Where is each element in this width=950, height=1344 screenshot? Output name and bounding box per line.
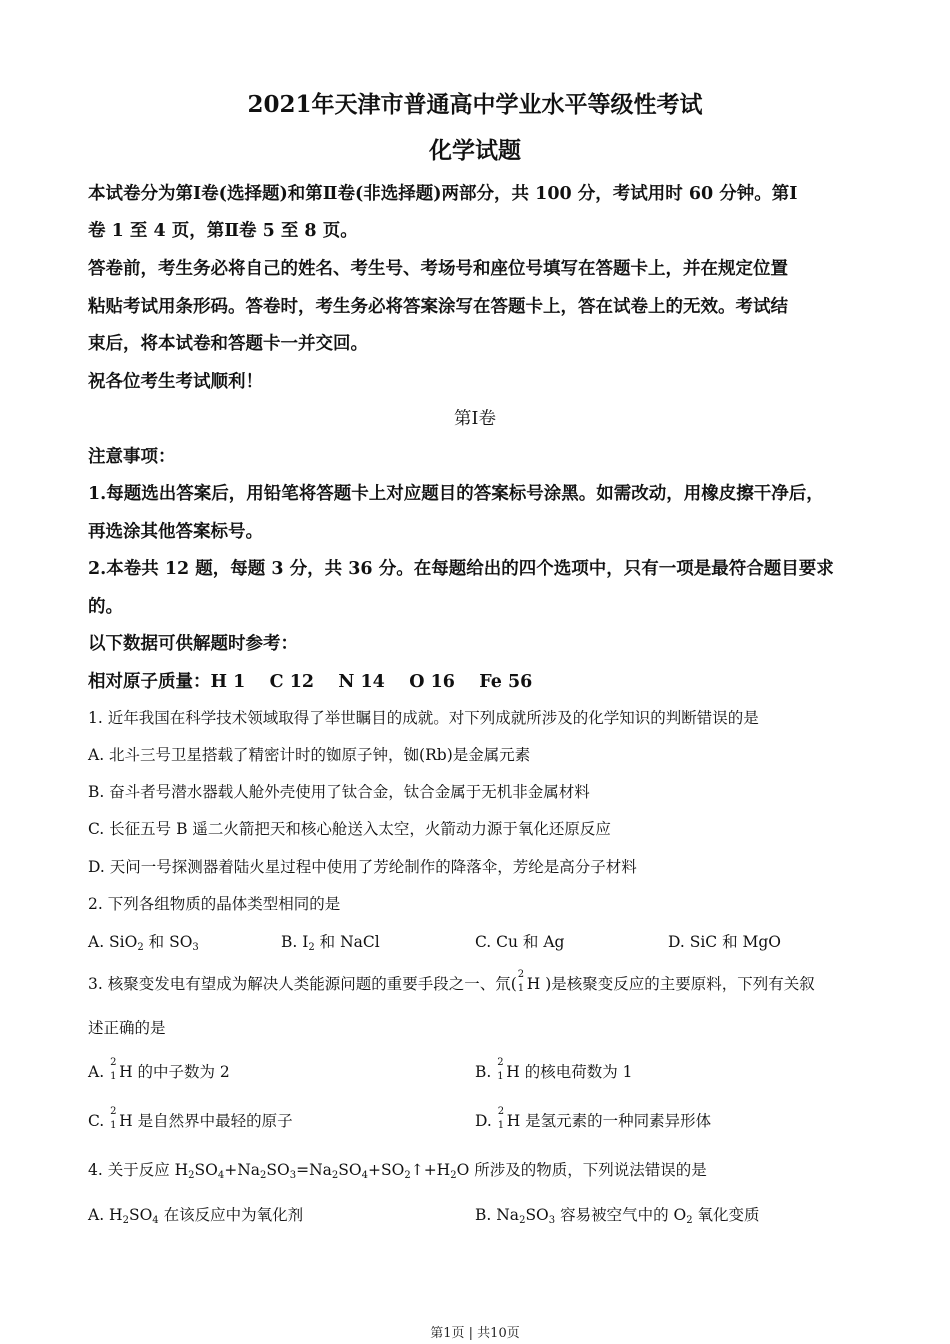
exam-subject: 化学试题 — [429, 137, 521, 164]
q2-stem: 2. 下列各组物质的晶体类型相同的是 — [88, 895, 341, 913]
q4-stem: 4. 关于反应 $H_2SO_4+Na_2SO_3=Na_2SO_4+SO_2↑+H_2O$ 所涉及的物质，下列说法错误的是 — [88, 1161, 707, 1181]
q1-stem: 1. 近年我国在科学技术领域取得了举世瞩目的成就。对下列成就所涉及的化学知识的判断错误的是 — [88, 709, 759, 727]
q4-option-a: A. $H_2SO_4$ 在该反应中为氧化剂 — [88, 1206, 304, 1226]
intro-line-1: 本试卷分为第Ⅰ卷(选择题)和第Ⅱ卷(非选择题)两部分，共 100 分，考试用时 60 分钟。第Ⅰ — [88, 184, 798, 204]
notice-2-line-2: 的。 — [88, 597, 123, 617]
q3-option-a: A. 2 1 H 的中子数为 2 — [88, 1057, 230, 1082]
q1-option-a: A. 北斗三号卫星搭载了精密计时的铷原子钟，铷(Rb)是金属元素 — [88, 746, 531, 764]
exam-title: 2021年天津市普通高中学业水平等级性考试 — [247, 91, 703, 118]
q3-stem: 3. 核聚变发电有望成为解决人类能源问题的重要手段之一、氘( 2 1 H )是核聚变反应的主要原料，下列有关叙 — [88, 969, 815, 994]
q3-option-b: B. 2 1 H 的核电荷数为 1 — [475, 1057, 633, 1082]
q2-option-b: B. $I_2$ 和 NaCl — [281, 933, 380, 953]
q1-option-b: B. 奋斗者号潜水器载人舱外壳使用了钛合金，钛合金属于无机非金属材料 — [88, 783, 590, 801]
q3-stem-line-2: 述正确的是 — [88, 1019, 166, 1037]
deuterium-symbol: 2 1 — [110, 1057, 117, 1082]
atomic-masses: 相对原子质量：H 1 C 12 N 14 O 16 Fe 56 — [88, 672, 533, 692]
q4-option-b: B. $Na_2SO_3$ 容易被空气中的 $O_2$ 氧化变质 — [475, 1206, 760, 1226]
q1-option-d: D. 天问一号探测器着陆火星过程中使用了芳纶制作的降落伞，芳纶是高分子材料 — [88, 858, 637, 876]
deuterium-symbol: 2 1 — [517, 969, 525, 994]
q3-option-d: D. 2 1 H 是氢元素的一种同素异形体 — [475, 1106, 712, 1131]
q2-option-a: A. SiO$_2$ 和 $SO_3$ — [88, 933, 199, 953]
intro-line-2: 卷 1 至 4 页，第Ⅱ卷 5 至 8 页。 — [88, 221, 358, 241]
section-heading: 第Ⅰ卷 — [454, 409, 496, 429]
deuterium-symbol: 2 1 — [497, 1106, 505, 1131]
deuterium-symbol: 2 1 — [110, 1106, 117, 1131]
notice-title: 注意事项： — [88, 447, 176, 467]
q1-option-c: C. 长征五号 B 遥二火箭把天和核心舱送入太空，火箭动力源于氧化还原反应 — [88, 820, 611, 838]
q2-option-c: C. Cu 和 Ag — [475, 933, 565, 951]
intro-line-5: 束后，将本试卷和答题卡一并交回。 — [88, 334, 368, 354]
q3-option-c: C. 2 1 H 是自然界中最轻的原子 — [88, 1106, 293, 1131]
deuterium-symbol: 2 1 — [497, 1057, 504, 1082]
intro-line-6: 祝各位考生考试顺利！ — [88, 372, 263, 392]
q2-option-d: D. SiC 和 MgO — [668, 933, 782, 951]
notice-2-line-1: 2.本卷共 12 题，每题 3 分，共 36 分。在每题给出的四个选项中，只有一项是最符合题目要求 — [88, 559, 834, 579]
intro-line-4: 粘贴考试用条形码。答卷时，考生务必将答案涂写在答题卡上，答在试卷上的无效。考试结 — [88, 297, 788, 317]
intro-line-3: 答卷前，考生务必将自己的姓名、考生号、考场号和座位号填写在答题卡上，并在规定位置 — [88, 259, 788, 279]
notice-1-line-1: 1.每题选出答案后，用铅笔将答题卡上对应题目的答案标号涂黑。如需改动，用橡皮擦干净后， — [88, 484, 824, 504]
page-footer: 第1页 | 共10页 — [430, 1326, 520, 1341]
notice-1-line-2: 再选涂其他答案标号。 — [88, 522, 263, 542]
reference-note: 以下数据可供解题时参考： — [88, 634, 298, 654]
